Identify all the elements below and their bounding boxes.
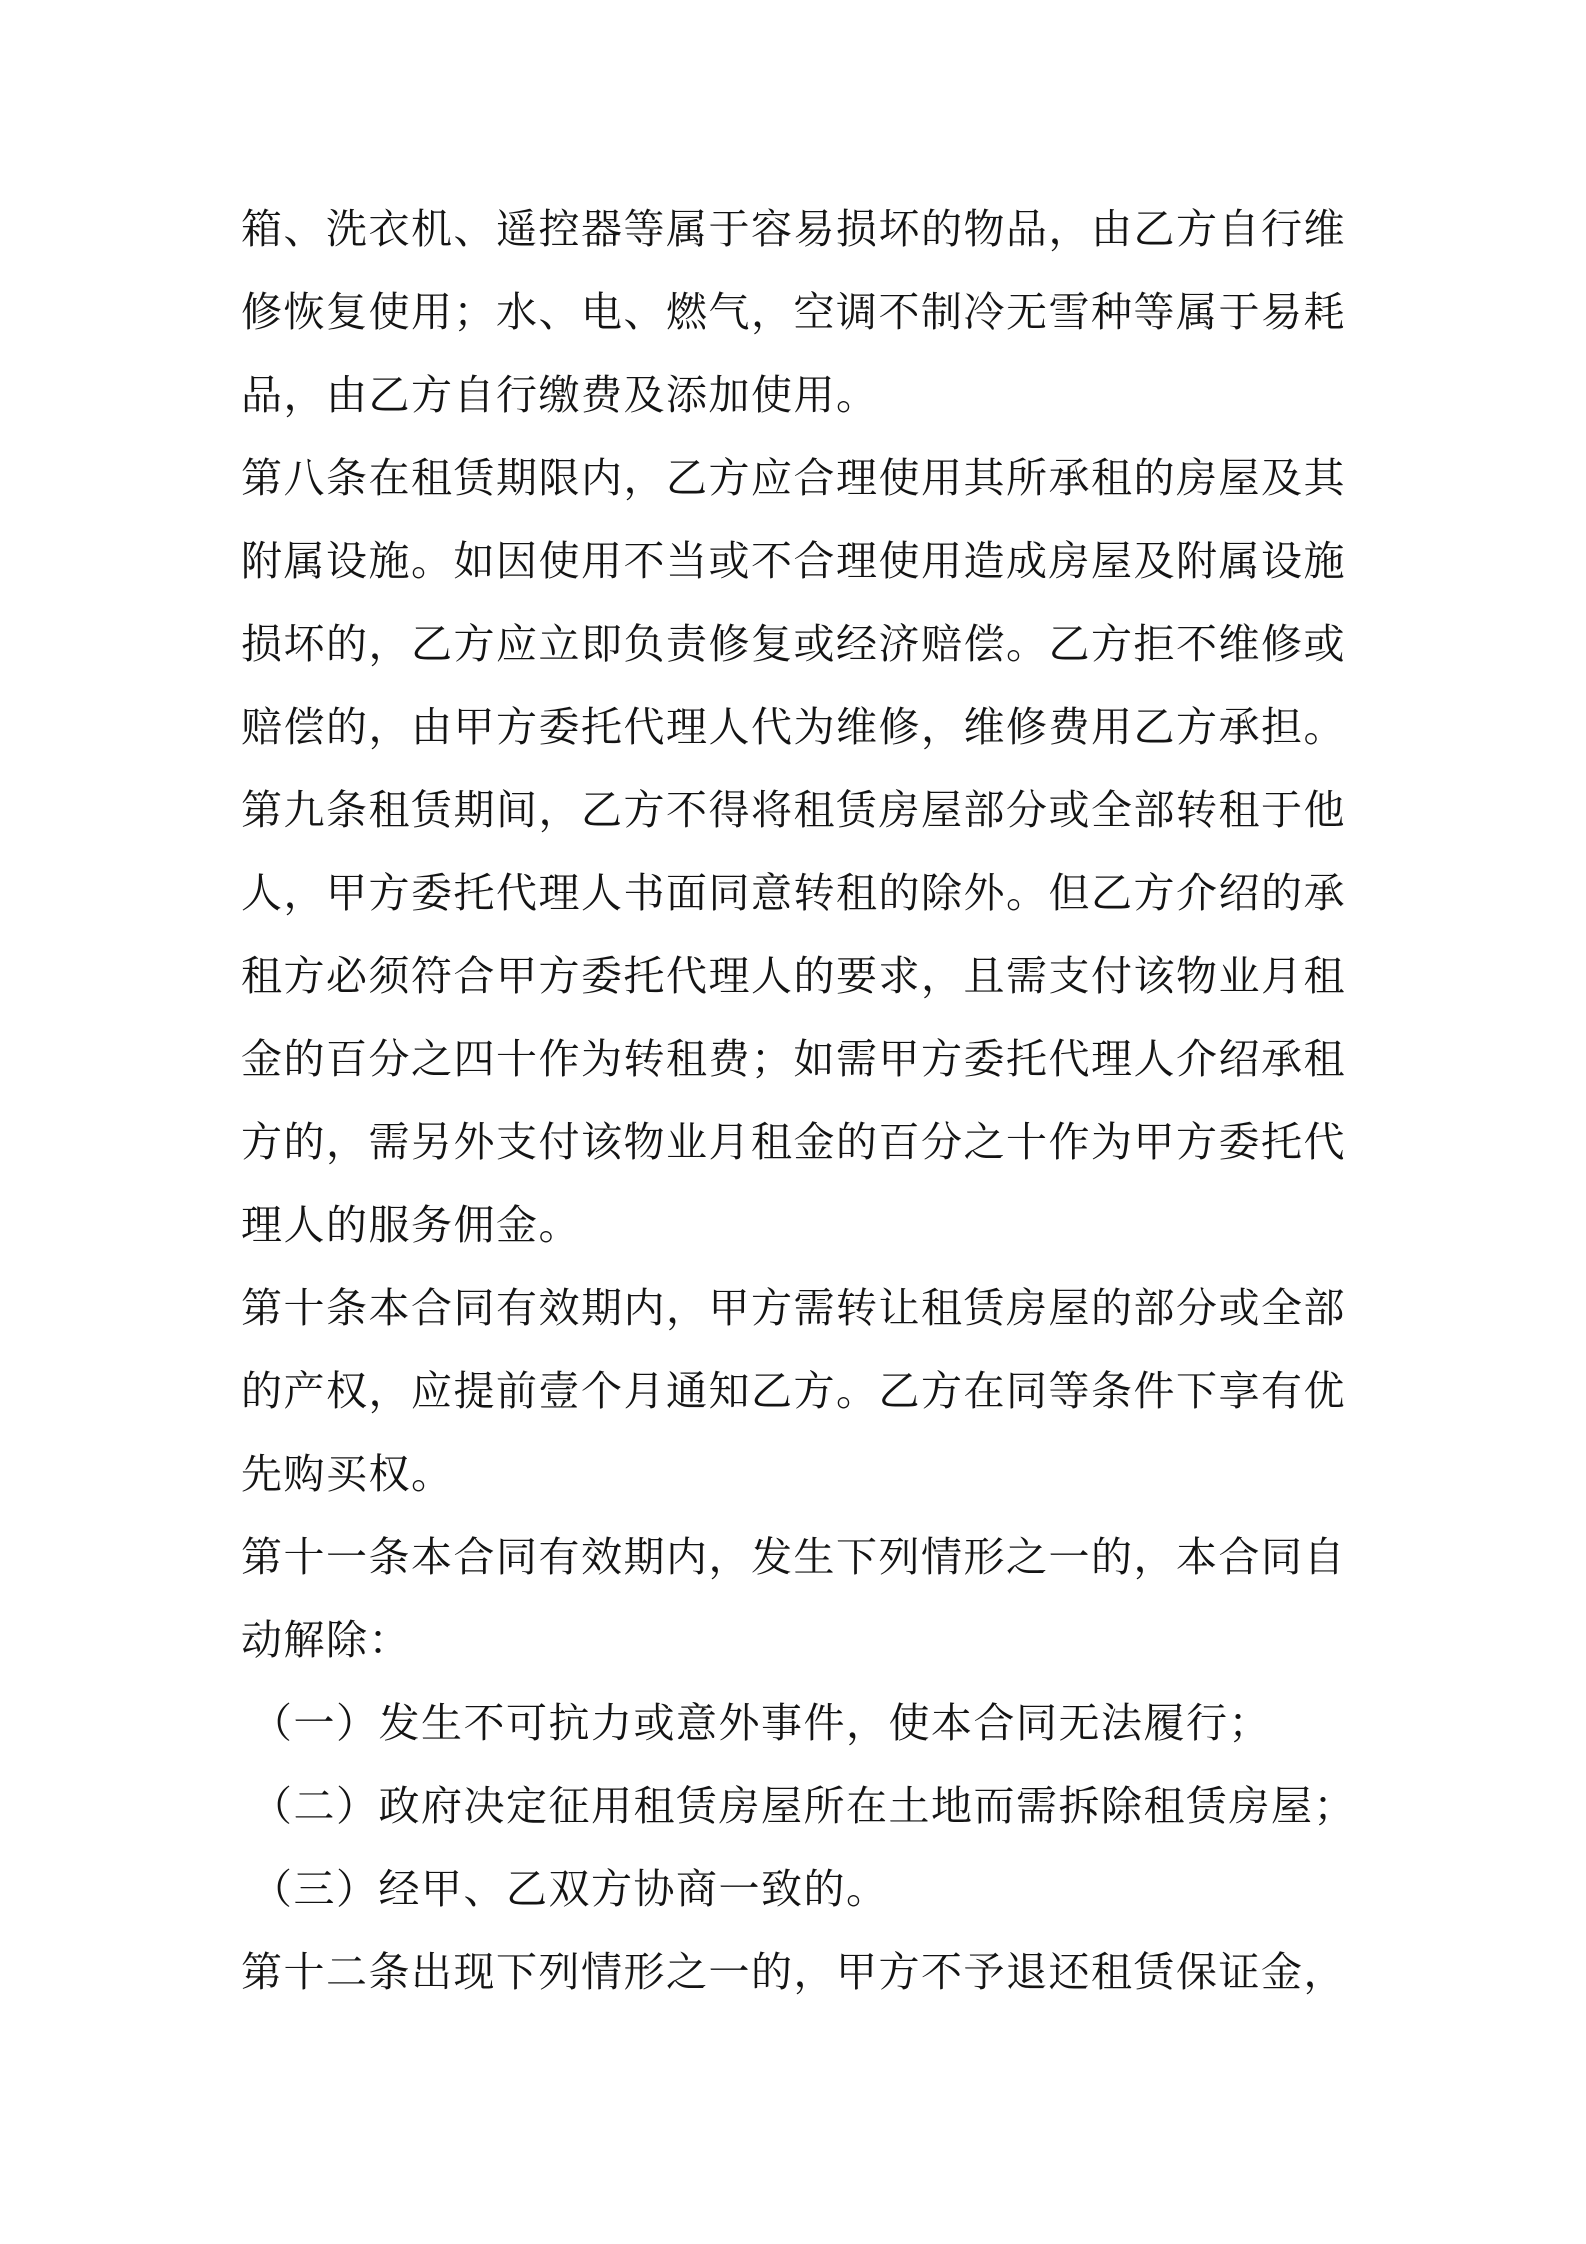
article-11-line: 第十一条本合同有效期内，发生下列情形之一的，本合同自 [241, 1533, 1346, 1581]
text-line: 赔偿的，由甲方委托代理人代为维修，维修费用乙方承担。 [241, 703, 1346, 751]
text-line: 损坏的，乙方应立即负责修复或经济赔偿。乙方拒不维修或 [241, 620, 1346, 668]
list-item: （三）经甲、乙双方协商一致的。 [251, 1865, 889, 1913]
text-line: 方的，需另外支付该物业月租金的百分之十作为甲方委托代 [241, 1118, 1346, 1166]
text-line: 金的百分之四十作为转租费；如需甲方委托代理人介绍承租 [241, 1035, 1346, 1083]
text-line: 附属设施。如因使用不当或不合理使用造成房屋及附属设施 [241, 537, 1346, 585]
article-10-line: 第十条本合同有效期内，甲方需转让租赁房屋的部分或全部 [241, 1284, 1346, 1332]
article-12-line: 第十二条出现下列情形之一的，甲方不予退还租赁保证金， [241, 1948, 1346, 1996]
list-item: （一）发生不可抗力或意外事件，使本合同无法履行； [251, 1699, 1271, 1747]
text-line: 租方必须符合甲方委托代理人的要求，且需支付该物业月租 [241, 952, 1346, 1000]
text-line: 修恢复使用；水、电、燃气，空调不制冷无雪种等属于易耗 [241, 288, 1346, 336]
text-line: 理人的服务佣金。 [241, 1201, 581, 1249]
article-9-line: 第九条租赁期间，乙方不得将租赁房屋部分或全部转租于他 [241, 786, 1346, 834]
text-line: 人，甲方委托代理人书面同意转租的除外。但乙方介绍的承 [241, 869, 1346, 917]
article-8-line: 第八条在租赁期限内，乙方应合理使用其所承租的房屋及其 [241, 454, 1346, 502]
text-line: 箱、洗衣机、遥控器等属于容易损坏的物品，由乙方自行维 [241, 205, 1346, 253]
list-item: （二）政府决定征用租赁房屋所在土地而需拆除租赁房屋； [251, 1782, 1356, 1830]
text-line: 动解除： [241, 1616, 411, 1664]
contract-text [241, 188, 1361, 2014]
text-line: 品，由乙方自行缴费及添加使用。 [241, 371, 879, 419]
text-line: 的产权，应提前壹个月通知乙方。乙方在同等条件下享有优 [241, 1367, 1346, 1415]
text-line: 先购买权。 [241, 1450, 454, 1498]
